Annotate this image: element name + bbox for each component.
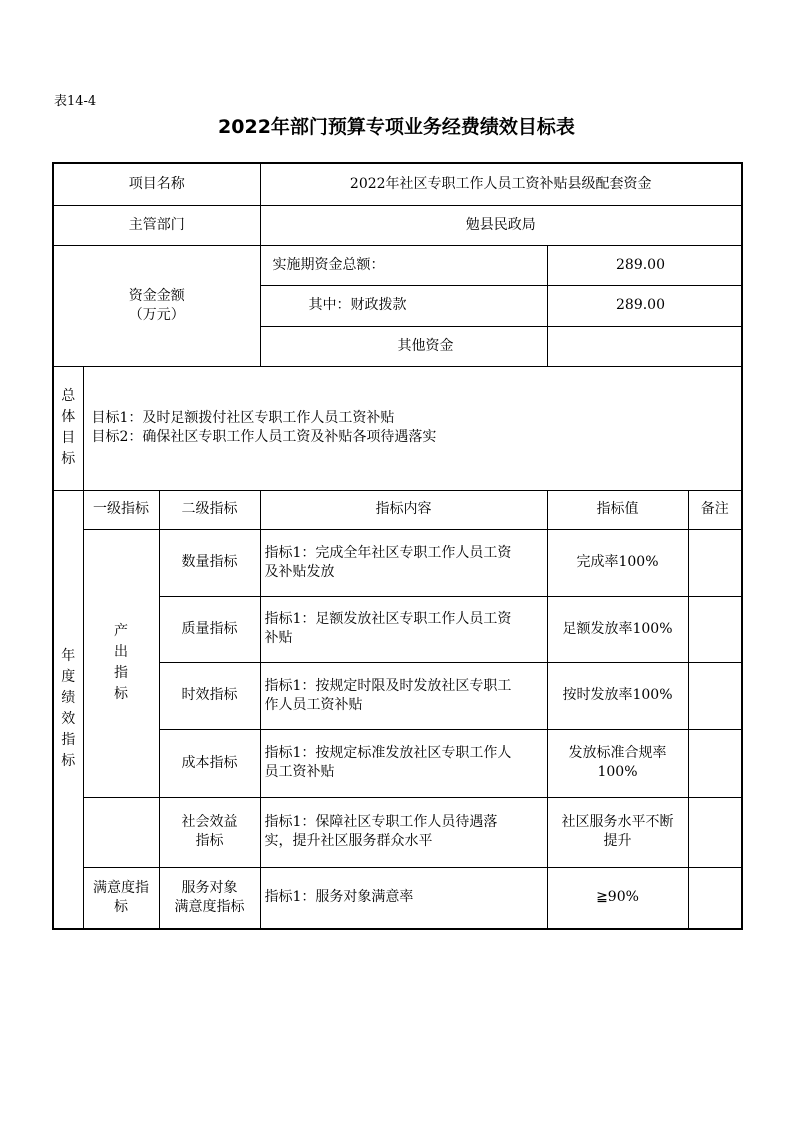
social-benefit-indicator-remark: [688, 797, 742, 867]
social-benefit-indicator-content: 指标1：保障社区专职工作人员待遇落 实，提升社区服务群众水平: [260, 797, 547, 867]
funds-other-label: 其他资金: [260, 326, 547, 366]
quality-indicator-content: 指标1：足额发放社区专职工作人员工资 补贴: [260, 596, 547, 662]
header-value: 指标值: [547, 490, 688, 529]
funds-total-value: 289.00: [547, 245, 742, 285]
social-benefit-indicator-value: 社区服务水平不断 提升: [547, 797, 688, 867]
quality-indicator-remark: [688, 596, 742, 662]
overall-goals-content: 目标1：及时足额拨付社区专职工作人员工资补贴 目标2：确保社区专职工作人员工资及补贴各项待遇落实: [83, 366, 742, 490]
quality-indicator-value: 足额发放率100%: [547, 596, 688, 662]
social-benefit-indicator-label: 社会效益 指标: [159, 797, 260, 867]
timeliness-indicator-content: 指标1：按规定时限及时发放社区专职工 作人员工资补贴: [260, 662, 547, 729]
header-level2: 二级指标: [159, 490, 260, 529]
quantity-indicator-remark: [688, 529, 742, 596]
funds-amount-label: 资金金额 （万元）: [53, 245, 260, 366]
satisfaction-indicator-content: 指标1：服务对象满意率: [260, 867, 547, 929]
satisfaction-indicator-label: 服务对象 满意度指标: [159, 867, 260, 929]
table-row: [53, 867, 742, 929]
project-name-label: 项目名称: [53, 163, 260, 205]
satisfaction-level1-label: 满意度指 标: [83, 867, 159, 929]
timeliness-indicator-label: 时效指标: [159, 662, 260, 729]
cost-indicator-remark: [688, 729, 742, 797]
funds-other-value: [547, 326, 742, 366]
project-name-value: 2022年社区专职工作人员工资补贴县级配套资金: [260, 163, 742, 205]
quality-indicator-label: 质量指标: [159, 596, 260, 662]
page-title: 2022年部门预算专项业务经费绩效目标表: [218, 116, 575, 138]
cost-indicator-content: 指标1：按规定标准发放社区专职工作人 员工资补贴: [260, 729, 547, 797]
satisfaction-indicator-value: ≧90%: [547, 867, 688, 929]
quantity-indicator-value: 完成率100%: [547, 529, 688, 596]
satisfaction-indicator-remark: [688, 867, 742, 929]
cost-indicator-value: 发放标准合规率 100%: [547, 729, 688, 797]
table-row: [53, 797, 742, 867]
overall-goals-label: 总 体 目 标: [53, 366, 83, 490]
benefit-level1-cell: [83, 797, 159, 867]
header-content: 指标内容: [260, 490, 547, 529]
department-value: 勉县民政局: [260, 205, 742, 245]
table-row: [53, 529, 742, 596]
annual-indicators-label: 年 度 绩 效 指 标: [53, 490, 83, 929]
timeliness-indicator-value: 按时发放率100%: [547, 662, 688, 729]
cost-indicator-label: 成本指标: [159, 729, 260, 797]
output-indicators-label: 产 出 指 标: [83, 529, 159, 797]
table-number: 表14-4: [54, 94, 97, 109]
performance-table: [52, 162, 743, 930]
department-label: 主管部门: [53, 205, 260, 245]
header-level1: 一级指标: [83, 490, 159, 529]
funds-fiscal-value: 289.00: [547, 285, 742, 326]
funds-total-label: 实施期资金总额：: [260, 245, 547, 285]
quantity-indicator-label: 数量指标: [159, 529, 260, 596]
timeliness-indicator-remark: [688, 662, 742, 729]
quantity-indicator-content: 指标1：完成全年社区专职工作人员工资 及补贴发放: [260, 529, 547, 596]
funds-fiscal-label: 其中：财政拨款: [260, 285, 547, 326]
header-remark: 备注: [688, 490, 742, 529]
